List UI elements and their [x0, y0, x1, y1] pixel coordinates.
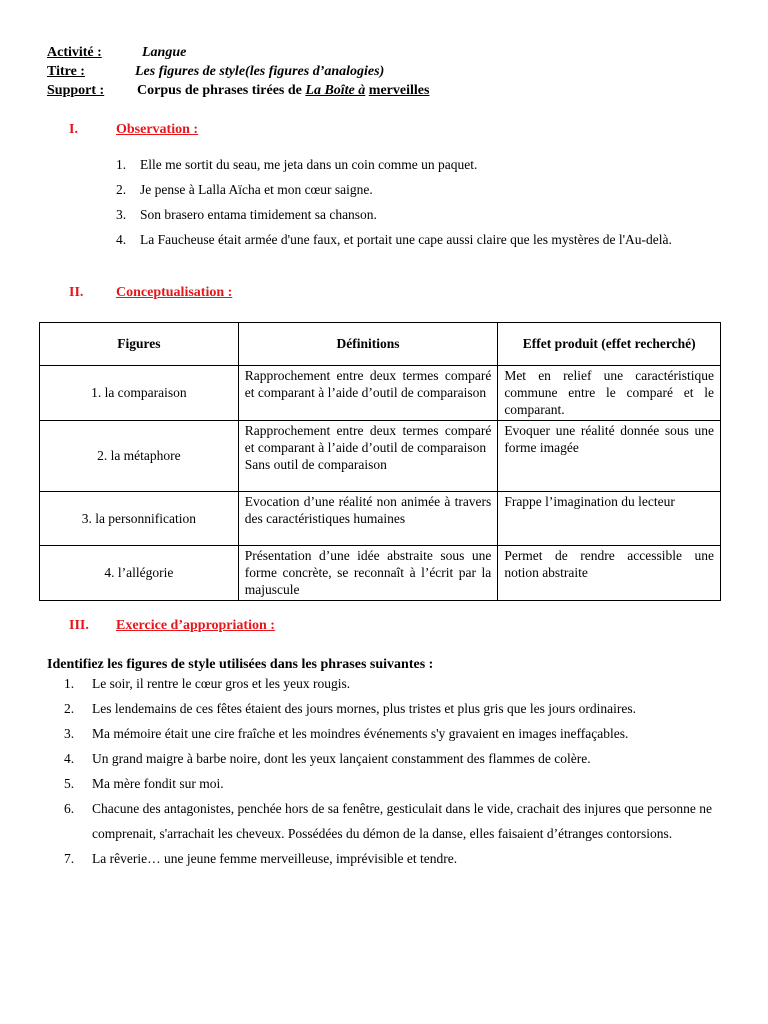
support-value: [137, 82, 429, 100]
table-row: [40, 492, 721, 546]
column-header-figures: Figures: [40, 323, 239, 366]
list-item: 6. Chacune des antagonistes, penchée hors de sa fenêtre, gesticulait dans le vide, crachait des injures que personne ne comprenait, s'arrachait les cheveux. Possédées du démon de la danse, elles faisaient d’étranges contorsions.: [64, 801, 713, 841]
activite-value: Langue: [142, 45, 187, 60]
support-label: Support :: [47, 83, 105, 98]
list-item: 2. Je pense à Lalla Aïcha et mon cœur saigne.: [116, 182, 373, 197]
titre-label: Titre :: [47, 64, 85, 79]
exercise-instruction: Identifiez les figures de style utilisées dans les phrases suivantes :: [47, 657, 434, 672]
column-header-effet: Effet produit (effet recherché): [498, 323, 721, 366]
section-number: II.: [69, 285, 84, 300]
table-row: [40, 421, 721, 492]
section-title: Conceptualisation :: [116, 285, 233, 300]
effet-cell: Permet de rendre accessible une notion abstraite: [498, 546, 721, 601]
support-book-title-end: merveilles: [368, 83, 430, 98]
list-item: 1. Le soir, il rentre le cœur gros et les yeux rougis.: [64, 676, 351, 691]
activite-label: Activité :: [47, 45, 102, 60]
figure-cell: 4. l’allégorie: [40, 546, 239, 601]
exercise-list: [64, 671, 724, 871]
section-number: I.: [69, 122, 78, 137]
definition-cell: Présentation d’une idée abstraite sous une forme concrète, se reconnaît à l’écrit par la majuscule: [238, 546, 498, 601]
definition-cell: Rapprochement entre deux termes comparé et comparant à l’aide d’outil de comparaison: [238, 366, 498, 421]
figure-cell: 3. la personnification: [40, 492, 239, 546]
concept-table: [39, 322, 721, 601]
effet-cell: Met en relief une caractéristique commune entre le comparé et le comparant.: [498, 366, 721, 421]
titre-value: Les figures de style(les figures d’analogies): [135, 64, 385, 79]
definition-cell: Rapprochement entre deux termes comparé et comparant à l’aide d’outil de comparaison Sans outil de comparaison: [238, 421, 498, 492]
list-item: 3. Ma mémoire était une cire fraîche et les moindres événements s'y gravaient en images ineffaçables.: [64, 726, 629, 741]
list-item: 4. Un grand maigre à barbe noire, dont les yeux lançaient constamment des flammes de colère.: [64, 751, 591, 766]
list-item: 7. La rêverie… une jeune femme merveilleuse, imprévisible et tendre.: [64, 851, 458, 866]
section-title: Observation :: [116, 122, 199, 137]
column-header-definitions: Définitions: [238, 323, 498, 366]
list-item: 3. Son brasero entama timidement sa chanson.: [116, 207, 377, 222]
section-title: Exercice d’appropriation :: [116, 618, 275, 633]
table-header-row: [40, 323, 721, 366]
figure-cell: 2. la métaphore: [40, 421, 239, 492]
definition-cell: Evocation d’une réalité non animée à travers des caractéristiques humaines: [238, 492, 498, 546]
observation-list: [116, 152, 720, 252]
support-text: Corpus de phrases tirées de: [137, 83, 302, 98]
support-book-title: La Boîte à: [305, 83, 366, 98]
effet-cell: Evoquer une réalité donnée sous une forme imagée: [498, 421, 721, 492]
table-row: [40, 366, 721, 421]
list-item: 5. Ma mère fondit sur moi.: [64, 776, 224, 791]
effet-cell: Frappe l’imagination du lecteur: [498, 492, 721, 546]
list-item: 1. Elle me sortit du seau, me jeta dans un coin comme un paquet.: [116, 157, 478, 172]
table-row: [40, 546, 721, 601]
figure-cell: 1. la comparaison: [40, 366, 239, 421]
section-number: III.: [69, 618, 89, 633]
list-item: 4. La Faucheuse était armée d'une faux, et portait une cape aussi claire que les mystères de l'Au-delà.: [116, 232, 672, 247]
list-item: 2. Les lendemains de ces fêtes étaient des jours mornes, plus tristes et plus gris que les jours ordinaires.: [64, 701, 636, 716]
